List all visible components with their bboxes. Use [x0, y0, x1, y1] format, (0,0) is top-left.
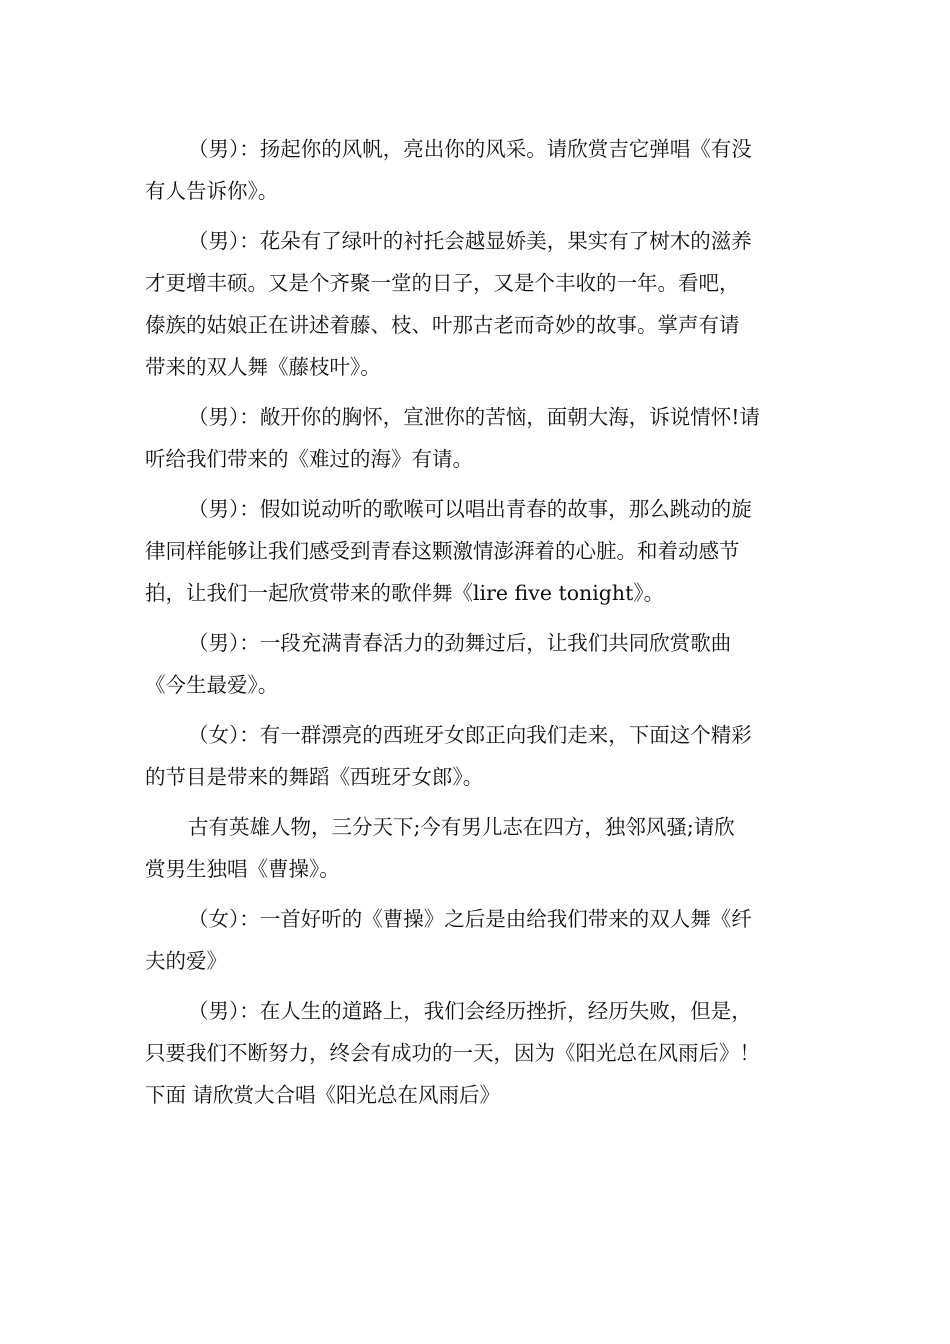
paragraph-4 — [145, 488, 809, 614]
text-line: （男）：扬起你的风帆，亮出你的风采。请欣赏吉它弹唱《有没 — [188, 137, 752, 161]
text-line: （男）：在人生的道路上，我们会经历挫折，经历失败，但是， — [188, 999, 752, 1023]
text-line: 夫的爱》 — [145, 949, 227, 973]
text-line: 才更增丰硕。又是个齐聚一堂的日子，又是个丰收的一年。看吧， — [145, 271, 740, 295]
text-line: （女）：一首好听的《曹操》之后是由给我们带来的双人舞《纤 — [188, 907, 752, 931]
paragraph-1 — [145, 128, 809, 212]
text-line: 有人告诉你》。 — [145, 179, 279, 203]
paragraph-7 — [145, 806, 809, 890]
paragraph-5 — [145, 622, 809, 706]
text-line: 《今生最爱》。 — [145, 673, 279, 697]
text-line: 傣族的姑娘正在讲述着藤、枝、叶那古老而奇妙的故事。掌声有请 — [145, 313, 740, 337]
paragraph-9 — [145, 990, 809, 1116]
text-line: （男）：敞开你的胸怀，宣泄你的苦恼，面朝大海，诉说情怀!请 — [188, 405, 760, 429]
text-line: 古有英雄人物，三分天下;今有男儿志在四方，独邻风骚;请欣 — [188, 815, 735, 839]
text-line: 律同样能够让我们感受到青春这颗激情澎湃着的心脏。和着动感节 — [145, 539, 740, 563]
paragraph-2 — [145, 220, 809, 388]
text-line: 带来的双人舞《藤枝叶》。 — [145, 355, 381, 379]
document-body — [145, 128, 809, 1124]
text-line: 下面 请欣赏大合唱《阳光总在风雨后》 — [145, 1083, 501, 1107]
text-line: 拍，让我们一起欣赏带来的歌伴舞《lire five tonight》。 — [145, 581, 665, 605]
text-line: （男）：假如说动听的歌喉可以唱出青春的故事，那么跳动的旋 — [188, 497, 752, 521]
text-line: 的节目是带来的舞蹈《西班牙女郎》。 — [145, 765, 484, 789]
text-line: 听给我们带来的《难过的海》有请。 — [145, 447, 473, 471]
text-line: （女）：有一群漂亮的西班牙女郎正向我们走来，下面这个精彩 — [188, 723, 752, 747]
paragraph-3 — [145, 396, 809, 480]
paragraph-8 — [145, 898, 809, 982]
paragraph-6 — [145, 714, 809, 798]
text-line: （男）：一段充满青春活力的劲舞过后，让我们共同欣赏歌曲 — [188, 631, 732, 655]
text-line: （男）：花朵有了绿叶的衬托会越显娇美，果实有了树木的滋养 — [188, 229, 752, 253]
text-line: 赏男生独唱《曹操》。 — [145, 857, 340, 881]
text-line: 只要我们不断努力，终会有成功的一天，因为《阳光总在风雨后》！ — [145, 1041, 760, 1065]
